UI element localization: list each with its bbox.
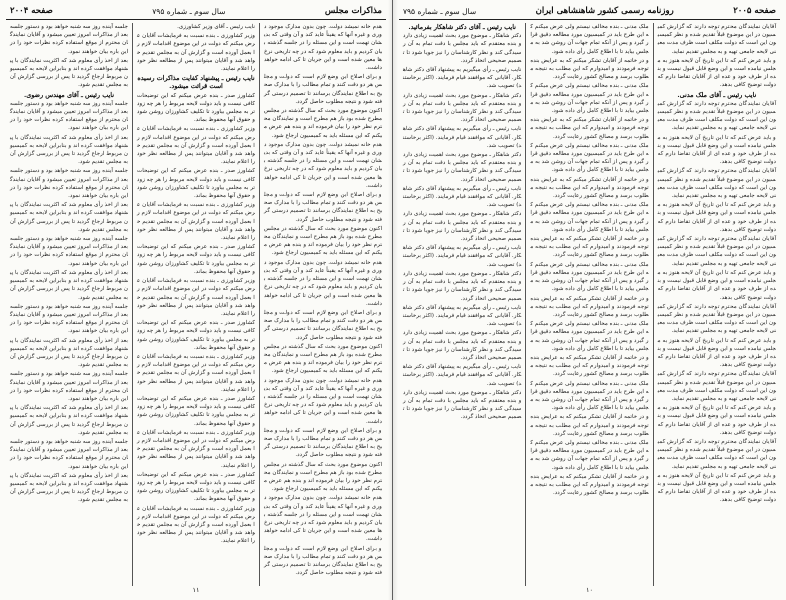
- paragraph: بعد از اخذ رأی معلوم شد که اکثریت نمایندگان با پیشنهاد موافقت کرده اند و بنابراین لایحه به کمیسیون مربوط ارجاع گردید تا پس از بررسی گزارش آن به مجلس تقدیم شود.: [10, 405, 128, 436]
- paragraph: هدم خانه نمیشد دولت. چون بدون مدارک موجود دوری و غیره آنها که یقیناً عاید کند و آن وقتی که بدیشان تهمت است و این مسئله را در جلسه گذشته بیان کردیم و باید معلوم شود که در چه تاریخی نرخ ها معین شده است و این جریان تا کی ادامه خواهد داشت.: [264, 24, 382, 72]
- paragraph: ملک مدنی ـ بنده مخالف نیستم ولی عرض میکنم که این طرح باید در کمیسیون مورد مطالعه دقیق قرار گیرد و پس از آنکه تمام جهات آن روشن شد به مجلس بیاید تا با اطلاع کامل رأی داده شود.: [530, 439, 649, 471]
- left-page-column-middle: [133, 23, 260, 586]
- left-page-header: [6, 3, 386, 20]
- paragraph: دکتر شاهکار ـ موضوع مورد بحث اهمیت زیادی دارد و بنده معتقدم که باید مجلس با دقت تمام به آن رسیدگی کند و نظر کارشناسان را نیز جویا شود تا تصمیم صحیحی اتخاذ گردد.: [403, 92, 522, 124]
- paragraph: نایب رئیس ـ رأی میگیریم به پیشنهاد آقای دکتر شاهکار. آقایانی که موافقند قیام فرمایند. (اکثر برخاستند) تصویب شد.: [403, 364, 522, 387]
- paragraph: جلسه آینده روز سه شنبه خواهد بود و دستور جلسه بعد از مذاکرات امروز تعیین میشود و آقایان نمایندگان محترم از موقع استفاده کرده نظرات خود را در این باره بیان خواهند نمود.: [9, 236, 128, 267]
- paragraph: ملک مدنی ـ بنده مخالف نیستم ولی عرض میکنم که این طرح باید در کمیسیون مورد مطالعه دقیق قرار گیرد و پس از آنکه تمام جهات آن روشن شد به مجلس بیاید تا با اطلاع کامل رأی داده شود.: [530, 380, 649, 412]
- paragraph: نایب رئیس ـ رأی میگیریم به پیشنهاد آقای دکتر شاهکار. آقایانی که موافقند قیام فرمایند. (اکثر برخاستند) تصویب شد.: [403, 245, 522, 268]
- paragraph: ملک مدنی ـ بنده مخالف نیستم ولی عرض میکنم که این طرح باید در کمیسیون مورد مطالعه دقیق قرار گیرد و پس از آنکه تمام جهات آن روشن شد به مجلس بیاید تا با اطلاع کامل رأی داده شود.: [530, 321, 649, 352]
- paragraph: نایب رئیس ـ رأی میگیریم به پیشنهاد آقای دکتر شاهکار. آقایانی که موافقند قیام فرمایند. (اکثر برخاستند) تصویب شد.: [403, 304, 522, 328]
- paragraph: آقایان نمایندگان محترم توجه دارند که گزارش کمیسیون در این موضوع قبلاً تقدیم شده و نظر کمیسیون این است که دولت مکلف است ظرف مدت معینی لایحه جامعی تهیه و به مجلس تقدیم نماید.: [657, 236, 776, 267]
- paragraph: بعد از اخذ رأی معلوم شد که اکثریت نمایندگان با پیشنهاد موافقت کرده اند و بنابراین لایحه به کمیسیون مربوط ارجاع گردید تا پس از بررسی گزارش آن به مجلس تقدیم شود.: [10, 472, 128, 504]
- paragraph: و باید عرض کنم که تا این تاریخ آن لایحه هنوز به مجلس نیامده است و این وضع قابل قبول نیست و بنده از طرف خود و عده ای از آقایان تقاضا دارم که دولت توضیح کافی بدهد.: [657, 472, 776, 504]
- paragraph: و باید عرض کنم که تا این تاریخ آن لایحه هنوز به مجلس نیامده است و این وضع قابل قبول نیست و بنده از طرف خود و عده ای از آقایان تقاضا دارم که دولت توضیح کافی بدهد.: [657, 202, 776, 233]
- paragraph: و برای اصلاح این وضع لازم است که دولت و مجلس هر دو دقت کنند و تمام مطالب را با مدارک صحیح به اطلاع نمایندگان برسانند تا تصمیم درستی گرفته شود و نتیجه مطلوب حاصل گردد.: [264, 74, 382, 105]
- paragraph: نایب رئیس ـ رأی میگیریم به پیشنهاد آقای دکتر شاهکار. آقایانی که موافقند قیام فرمایند. (اکثر برخاستند) تصویب شد.: [403, 67, 522, 90]
- paragraph: آقایان نمایندگان محترم توجه دارند که گزارش کمیسیون در این موضوع قبلاً تقدیم شده و نظر کمیسیون این است که دولت مکلف است ظرف مدت معینی لایحه جامعی تهیه و به مجلس تقدیم نماید.: [657, 24, 776, 55]
- paragraph: و باید عرض کنم که تا این تاریخ آن لایحه هنوز به مجلس نیامده است و این وضع قابل قبول نیست و بنده از طرف خود و عده ای از آقایان تقاضا دارم که دولت توضیح کافی بدهد.: [657, 269, 776, 301]
- paragraph: هدم خانه نمیشد دولت. چون بدون مدارک موجود دوری و غیره آنها که یقیناً عاید کند و آن وقتی که بدیشان تهمت است و این مسئله را در جلسه گذشته بیان کردیم و باید معلوم شود که در چه تاریخی نرخ ها معین شده است و این جریان تا کی ادامه خواهد داشت.: [264, 259, 382, 307]
- paragraph: آقایان نمایندگان محترم توجه دارند که گزارش کمیسیون در این موضوع قبلاً تقدیم شده و نظر کمیسیون این است که دولت مکلف است ظرف مدت معینی لایحه جامعی تهیه و به مجلس تقدیم نماید.: [657, 303, 776, 335]
- right-page-header: [399, 3, 780, 20]
- paragraph: دکتر شاهکار ـ موضوع مورد بحث اهمیت زیادی دارد و بنده معتقدم که باید مجلس با دقت تمام به آن رسیدگی کند و نظر کارشناسان را نیز جویا شود تا تصمیم صحیحی اتخاذ گردد.: [403, 330, 522, 361]
- paragraph: ملک مدنی ـ بنده مخالف نیستم ولی عرض میکنم که این طرح باید در کمیسیون مورد مطالعه دقیق قرار گیرد و پس از آنکه تمام جهات آن روشن شد به مجلس بیاید تا با اطلاع کامل رأی داده شود.: [530, 83, 649, 115]
- paragraph: هدم خانه نمیشد دولت. چون بدون مدارک موجود دوری و غیره آنها که یقیناً عاید کند و آن وقتی که بدیشان تهمت است و این مسئله را در جلسه گذشته بیان کردیم و باید معلوم شود که در چه تاریخی نرخ ها معین شده است و این جریان تا کی ادامه خواهد داشت.: [264, 141, 382, 189]
- paragraph: وزیر کشاورزی ـ بنده نسبت به فرمایشات آقایان عرض میکنم که دولت در این موضوع اقدامات لازم را بعمل آورده است و گزارش آن به مجلس تقدیم خواهد شد و آقایان میتوانند پس از مطالعه نظر خود را اعلام نمایند.: [137, 278, 255, 317]
- paragraph: جلسه آینده روز سه شنبه خواهد بود و دستور جلسه بعد از مذاکرات امروز تعیین میشود و آقایان نمایندگان محترم از موقع استفاده کرده نظرات خود را در این باره بیان خواهند نمود.: [9, 371, 128, 402]
- paragraph: بعد از اخذ رأی معلوم شد که اکثریت نمایندگان با پیشنهاد موافقت کرده اند و بنابراین لایحه به کمیسیون مربوط ارجاع گردید تا پس از بررسی گزارش آن به مجلس تقدیم شود.: [10, 202, 128, 233]
- left-page-column-right: [260, 23, 386, 586]
- paragraph: وزیر کشاورزی ـ بنده نسبت به فرمایشات آقایان عرض میکنم که دولت در این موضوع اقدامات لازم را بعمل آورده است و گزارش آن به مجلس تقدیم خواهد شد و آقایان میتوانند پس از مطالعه نظر خود را اعلام نمایند.: [137, 202, 255, 242]
- right-page: [393, 0, 786, 600]
- speaker-heading: نایب رئیس ـ آقای ملک مدنی.: [677, 90, 757, 99]
- paragraph: و در خاتمه از آقایان تشکر میکنم که به عرایض بنده توجه فرمودند و امیدوارم که این مطلب به نتیجه مطلوب برسد و مصالح کشور رعایت گردد.: [530, 117, 649, 140]
- paragraph: نایب رئیس ـ رأی میگیریم به پیشنهاد آقای دکتر شاهکار. آقایانی که موافقند قیام فرمایند. (اکثر برخاستند) تصویب شد.: [403, 185, 522, 209]
- paragraph: دکتر شاهکار ـ موضوع مورد بحث اهمیت زیادی دارد و بنده معتقدم که باید مجلس با دقت تمام به آن رسیدگی کند و نظر کارشناسان را نیز جویا شود تا تصمیم صحیحی اتخاذ گردد.: [403, 33, 522, 64]
- paragraph: کشاورز صدر ـ بنده عرض میکنم که این توضیحات کافی نیست و باید دولت لایحه مربوط را هر چه زودتر به مجلس بیاورد تا تکلیف کشاورزان روشن شود و حقوق آنها محفوظ بماند.: [137, 92, 255, 124]
- paragraph: اکنون موضوع مورد بحث که سال گذشته در مجلس مطرح شده بود باز هم مطرح است و نمایندگان محترم نظر خود را بیان فرموده اند و بنده هم عرض میکنم که این مسئله باید به کمیسیون ارجاع شود.: [264, 108, 382, 139]
- paragraph: و باید عرض کنم که تا این تاریخ آن لایحه هنوز به مجلس نیامده است و این وضع قابل قبول نیست و بنده از طرف خود و عده ای از آقایان تقاضا دارم که دولت توضیح کافی بدهد.: [657, 134, 776, 166]
- paragraph: و در خاتمه از آقایان تشکر میکنم که به عرایض بنده توجه فرمودند و امیدوارم که این مطلب به نتیجه مطلوب برسد و مصالح کشور رعایت گردد.: [530, 354, 649, 378]
- paragraph: آقایان نمایندگان محترم توجه دارند که گزارش کمیسیون در این موضوع قبلاً تقدیم شده و نظر کمیسیون این است که دولت مکلف است ظرف مدت معینی لایحه جامعی تهیه و به مجلس تقدیم نماید.: [657, 438, 776, 470]
- right-page-columns: [399, 23, 780, 586]
- paragraph: اکنون موضوع مورد بحث که سال گذشته در مجلس مطرح شده بود باز هم مطرح است و نمایندگان محترم نظر خود را بیان فرموده اند و بنده هم عرض میکنم که این مسئله باید به کمیسیون ارجاع شود.: [264, 461, 382, 493]
- speaker-heading: نایب رئیس ـ پیشنهاد کفایت مذاکرات رسیده است قرائت میشود.: [137, 74, 255, 91]
- right-page-footer-number: ۱۰: [586, 586, 593, 594]
- paragraph: نایب رئیس ـ رأی میگیریم به پیشنهاد آقای دکتر شاهکار. آقایانی که موافقند قیام فرمایند. (اکثر برخاستند) تصویب شد.: [403, 126, 522, 149]
- paragraph: بعد از اخذ رأی معلوم شد که اکثریت نمایندگان با پیشنهاد موافقت کرده اند و بنابراین لایحه به کمیسیون مربوط ارجاع گردید تا پس از بررسی گزارش آن به مجلس تقدیم شود.: [10, 337, 128, 369]
- paragraph: و باید عرض کنم که تا این تاریخ آن لایحه هنوز به مجلس نیامده است و این وضع قابل قبول نیست و بنده از طرف خود و عده ای از آقایان تقاضا دارم که دولت توضیح کافی بدهد.: [657, 405, 776, 436]
- paragraph: و در خاتمه از آقایان تشکر میکنم که به عرایض بنده توجه فرمودند و امیدوارم که این مطلب به نتیجه مطلوب برسد و مصالح کشور رعایت گردد.: [530, 295, 649, 318]
- paragraph: کشاورز صدر ـ بنده عرض میکنم که این توضیحات کافی نیست و باید دولت لایحه مربوط را هر چه زودتر به مجلس بیاورد تا تکلیف کشاورزان روشن شود و حقوق آنها محفوظ بماند.: [137, 244, 255, 275]
- paragraph: هدم خانه نمیشد دولت. چون بدون مدارک موجود دوری و غیره آنها که یقیناً عاید کند و آن وقتی که بدیشان تهمت است و این مسئله را در جلسه گذشته بیان کردیم و باید معلوم شود که در چه تاریخی نرخ ها معین شده است و این جریان تا کی ادامه خواهد داشت.: [264, 495, 382, 543]
- paragraph: آقایان نمایندگان محترم توجه دارند که گزارش کمیسیون در این موضوع قبلاً تقدیم شده و نظر کمیسیون این است که دولت مکلف است ظرف مدت معینی لایحه جامعی تهیه و به مجلس تقدیم نماید.: [657, 371, 776, 402]
- paragraph: آقایان نمایندگان محترم توجه دارند که گزارش کمیسیون در این موضوع قبلاً تقدیم شده و نظر کمیسیون این است که دولت مکلف است ظرف مدت معینی لایحه جامعی تهیه و به مجلس تقدیم نماید.: [657, 100, 776, 132]
- paragraph: و در خاتمه از آقایان تشکر میکنم که به عرایض بنده توجه فرمودند و امیدوارم که این مطلب به نتیجه مطلوب برسد و مصالح کشور رعایت گردد.: [530, 414, 649, 437]
- paragraph: وزیر کشاورزی ـ بنده نسبت به فرمایشات آقایان عرض میکنم که دولت در این موضوع اقدامات لازم را بعمل آورده است و گزارش آن به مجلس تقدیم خواهد شد و آقایان میتوانند پس از مطالعه نظر خود را اعلام نمایند.: [137, 429, 255, 469]
- paragraph: کشاورز صدر ـ بنده عرض میکنم که این توضیحات کافی نیست و باید دولت لایحه مربوط را هر چه زودتر به مجلس بیاورد تا تکلیف کشاورزان روشن شود و حقوق آنها محفوظ بماند.: [137, 395, 255, 427]
- paragraph: جلسه آینده روز سه شنبه خواهد بود و دستور جلسه بعد از مذاکرات امروز تعیین میشود و آقایان نمایندگان محترم از موقع استفاده کرده نظرات خود را در این باره بیان خواهند نمود.: [9, 303, 128, 335]
- paragraph: و برای اصلاح این وضع لازم است که دولت و مجلس هر دو دقت کنند و تمام مطالب را با مدارک صحیح به اطلاع نمایندگان برسانند تا تصمیم درستی گرفته شود و نتیجه مطلوب حاصل گردد.: [264, 427, 382, 459]
- paragraph: و در خاتمه از آقایان تشکر میکنم که به عرایض بنده توجه فرمودند و امیدوارم که این مطلب به نتیجه مطلوب برسد و مصالح کشور رعایت گردد.: [530, 176, 649, 200]
- paragraph: نایب رئیس ـ آقای وزیر کشاورزی.: [177, 24, 255, 30]
- paragraph: و در خاتمه از آقایان تشکر میکنم که به عرایض بنده توجه فرمودند و امیدوارم که این مطلب به نتیجه مطلوب برسد و مصالح کشور رعایت گردد.: [530, 236, 649, 259]
- paragraph: دکتر شاهکار ـ موضوع مورد بحث اهمیت زیادی دارد و بنده معتقدم که باید مجلس با دقت تمام به آن رسیدگی کند و نظر کارشناسان را نیز جویا شود تا تصمیم صحیحی اتخاذ گردد.: [403, 211, 522, 243]
- paragraph: آقایان نمایندگان محترم توجه دارند که گزارش کمیسیون در این موضوع قبلاً تقدیم شده و نظر کمیسیون این است که دولت مکلف است ظرف مدت معینی لایحه جامعی تهیه و به مجلس تقدیم نماید.: [657, 168, 776, 200]
- paragraph: و برای اصلاح این وضع لازم است که دولت و مجلس هر دو دقت کنند و تمام مطالب را با مدارک صحیح به اطلاع نمایندگان برسانند تا تصمیم درستی گرفته شود و نتیجه مطلوب حاصل گردد.: [264, 192, 382, 223]
- right-page-number-label: صفحه ۲۰۰۵: [733, 6, 776, 16]
- paragraph: و برای اصلاح این وضع لازم است که دولت و مجلس هر دو دقت کنند و تمام مطالب را با مدارک صحیح به اطلاع نمایندگان برسانند تا تصمیم درستی گرفته شود و نتیجه مطلوب حاصل گردد.: [264, 545, 382, 577]
- paragraph: جلسه آینده روز سه شنبه خواهد بود و دستور جلسه بعد از مذاکرات امروز تعیین میشود و آقایان نمایندگان محترم از موقع استفاده کرده نظرات خود را در این باره بیان خواهند نمود.: [9, 24, 128, 55]
- paragraph: ملک مدنی ـ بنده مخالف نیستم ولی عرض میکنم که این طرح باید در کمیسیون مورد مطالعه دقیق قرار گیرد و پس از آنکه تمام جهات آن روشن شد به مجلس بیاید تا با اطلاع کامل رأی داده شود.: [530, 142, 649, 174]
- right-page-column-left: [399, 23, 526, 586]
- paragraph: ملک مدنی ـ بنده مخالف نیستم ولی عرض میکنم که این طرح باید در کمیسیون مورد مطالعه دقیق قرار گیرد و پس از آنکه تمام جهات آن روشن شد به مجلس بیاید تا با اطلاع کامل رأی داده شود.: [530, 202, 649, 233]
- paragraph: دکتر شاهکار ـ موضوع مورد بحث اهمیت زیادی دارد و بنده معتقدم که باید مجلس با دقت تمام به آن رسیدگی کند و نظر کارشناسان را نیز جویا شود تا تصمیم صحیحی اتخاذ گردد.: [403, 152, 522, 183]
- left-page-number-label: صفحه ۲۰۰۴: [10, 6, 53, 16]
- paragraph: و برای اصلاح این وضع لازم است که دولت و مجلس هر دو دقت کنند و تمام مطالب را با مدارک صحیح به اطلاع نمایندگان برسانند تا تصمیم درستی گرفته شود و نتیجه مطلوب حاصل گردد.: [264, 309, 382, 341]
- left-page-title: مذاکرات مجلس: [324, 6, 382, 16]
- paragraph: هدم خانه نمیشد دولت. چون بدون مدارک موجود دوری و غیره آنها که یقیناً عاید کند و آن وقتی که بدیشان تهمت است و این مسئله را در جلسه گذشته بیان کردیم و باید معلوم شود که در چه تاریخی نرخ ها معین شده است و این جریان تا کی ادامه خواهد داشت.: [264, 377, 382, 425]
- paragraph: وزیر کشاورزی ـ بنده نسبت به فرمایشات آقایان عرض میکنم که دولت در این موضوع اقدامات لازم را بعمل آورده است و گزارش آن به مجلس تقدیم خواهد شد و آقایان میتوانند پس از مطالعه نظر خود را اعلام نمایند.: [137, 505, 255, 545]
- paragraph: اکنون موضوع مورد بحث که سال گذشته در مجلس مطرح شده بود باز هم مطرح است و نمایندگان محترم نظر خود را بیان فرموده اند و بنده هم عرض میکنم که این مسئله باید به کمیسیون ارجاع شود.: [264, 225, 382, 257]
- paragraph: وزیر کشاورزی ـ بنده نسبت به فرمایشات آقایان عرض میکنم که دولت در این موضوع اقدامات لازم را بعمل آورده است و گزارش آن به مجلس تقدیم خواهد شد و آقایان میتوانند پس از مطالعه نظر خود را اعلام نمایند.: [137, 126, 255, 166]
- paragraph: بعد از اخذ رأی معلوم شد که اکثریت نمایندگان با پیشنهاد موافقت کرده اند و بنابراین لایحه به کمیسیون مربوط ارجاع گردید تا پس از بررسی گزارش آن به مجلس تقدیم شود.: [10, 134, 128, 166]
- speaker-heading: نایب رئیس ـ آقای دکتر شاهکار بفرمائید.: [408, 23, 516, 31]
- right-page-title: روزنامه رسمی کشور شاهنشاهی ایران: [535, 6, 674, 16]
- paragraph: و باید عرض کنم که تا این تاریخ آن لایحه هنوز به مجلس نیامده است و این وضع قابل قبول نیست و بنده از طرف خود و عده ای از آقایان تقاضا دارم که دولت توضیح کافی بدهد.: [657, 337, 776, 369]
- paragraph: بعد از اخذ رأی معلوم شد که اکثریت نمایندگان با پیشنهاد موافقت کرده اند و بنابراین لایحه به کمیسیون مربوط ارجاع گردید تا پس از بررسی گزارش آن به مجلس تقدیم شود.: [10, 269, 128, 301]
- paragraph: جلسه آینده روز سه شنبه خواهد بود و دستور جلسه بعد از مذاکرات امروز تعیین میشود و آقایان نمایندگان محترم از موقع استفاده کرده نظرات خود را در این باره بیان خواهند نمود.: [9, 168, 128, 200]
- paragraph: جلسه آینده روز سه شنبه خواهد بود و دستور جلسه بعد از مذاکرات امروز تعیین میشود و آقایان نمایندگان محترم از موقع استفاده کرده نظرات خود را در این باره بیان خواهند نمود.: [9, 438, 128, 470]
- paragraph: بعد از اخذ رأی معلوم شد که اکثریت نمایندگان با پیشنهاد موافقت کرده اند و بنابراین لایحه به کمیسیون مربوط ارجاع گردید تا پس از بررسی گزارش آن به مجلس تقدیم شود.: [10, 57, 128, 89]
- speaker-heading: نایب رئیس ـ آقای مهندس رضوی.: [24, 90, 114, 99]
- paragraph: دکتر شاهکار ـ موضوع مورد بحث اهمیت زیادی دارد و بنده معتقدم که باید مجلس با دقت تمام به آن رسیدگی کند و نظر کارشناسان را نیز جویا شود تا تصمیم صحیحی اتخاذ گردد.: [403, 389, 522, 421]
- left-page-issue-label: سال سوم ـ شماره ۷۹۵: [152, 6, 226, 16]
- left-page-footer-number: ۱۱: [192, 586, 200, 594]
- paragraph: دکتر شاهکار ـ موضوع مورد بحث اهمیت زیادی دارد و بنده معتقدم که باید مجلس با دقت تمام به آن رسیدگی کند و نظر کارشناسان را نیز جویا شود تا تصمیم صحیحی اتخاذ گردد.: [403, 270, 522, 302]
- paragraph: و باید عرض کنم که تا این تاریخ آن لایحه هنوز به مجلس نیامده است و این وضع قابل قبول نیست و بنده از طرف خود و عده ای از آقایان تقاضا دارم که دولت توضیح کافی بدهد.: [657, 57, 776, 89]
- paragraph: و در خاتمه از آقایان تشکر میکنم که به عرایض بنده توجه فرمودند و امیدوارم که این مطلب به نتیجه مطلوب برسد و مصالح کشور رعایت گردد.: [530, 57, 649, 81]
- right-page-column-middle: [526, 23, 653, 586]
- paragraph: و در خاتمه از آقایان تشکر میکنم که به عرایض بنده توجه فرمودند و امیدوارم که این مطلب به نتیجه مطلوب برسد و مصالح کشور رعایت گردد.: [530, 473, 649, 497]
- paragraph: وزیر کشاورزی ـ بنده نسبت به فرمایشات آقایان عرض میکنم که دولت در این موضوع اقدامات لازم را بعمل آورده است و گزارش آن به مجلس تقدیم خواهد شد و آقایان میتوانند پس از مطالعه نظر خود را اعلام نمایند.: [137, 33, 255, 73]
- paragraph: اکنون موضوع مورد بحث که سال گذشته در مجلس مطرح شده بود باز هم مطرح است و نمایندگان محترم نظر خود را بیان فرموده اند و بنده هم عرض میکنم که این مسئله باید به کمیسیون ارجاع شود.: [264, 343, 382, 375]
- paragraph: وزیر کشاورزی ـ بنده نسبت به فرمایشات آقایان عرض میکنم که دولت در این موضوع اقدامات لازم را بعمل آورده است و گزارش آن به مجلس تقدیم خواهد شد و آقایان میتوانند پس از مطالعه نظر خود را اعلام نمایند.: [137, 353, 255, 393]
- right-page-column-right: [654, 23, 780, 586]
- right-page-issue-label: سال سوم ـ شماره ۷۹۵: [403, 6, 477, 16]
- paragraph: کشاورز صدر ـ بنده عرض میکنم که این توضیحات کافی نیست و باید دولت لایحه مربوط را هر چه زودتر به مجلس بیاورد تا تکلیف کشاورزان روشن شود و حقوق آنها محفوظ بماند.: [137, 471, 255, 503]
- left-page-columns: [6, 23, 386, 586]
- left-page-column-left: [6, 23, 133, 586]
- paragraph: ملک مدنی ـ بنده مخالف نیستم ولی عرض میکنم که این طرح باید در کمیسیون مورد مطالعه دقیق قرار گیرد و پس از آنکه تمام جهات آن روشن شد به مجلس بیاید تا با اطلاع کامل رأی داده شود.: [530, 261, 649, 293]
- paragraph: جلسه آینده روز سه شنبه خواهد بود و دستور جلسه بعد از مذاکرات امروز تعیین میشود و آقایان نمایندگان محترم از موقع استفاده کرده نظرات خود را در این باره بیان خواهند نمود.: [9, 100, 128, 132]
- paragraph: کشاورز صدر ـ بنده عرض میکنم که این توضیحات کافی نیست و باید دولت لایحه مربوط را هر چه زودتر به مجلس بیاورد تا تکلیف کشاورزان روشن شود و حقوق آنها محفوظ بماند.: [137, 168, 255, 200]
- paragraph: ملک مدنی ـ بنده مخالف نیستم ولی عرض میکنم که این طرح باید در کمیسیون مورد مطالعه دقیق قرار گیرد و پس از آنکه تمام جهات آن روشن شد به مجلس بیاید تا با اطلاع کامل رأی داده شود.: [530, 24, 649, 55]
- paragraph: کشاورز صدر ـ بنده عرض میکنم که این توضیحات کافی نیست و باید دولت لایحه مربوط را هر چه زودتر به مجلس بیاورد تا تکلیف کشاورزان روشن شود و حقوق آنها محفوظ بماند.: [137, 320, 255, 351]
